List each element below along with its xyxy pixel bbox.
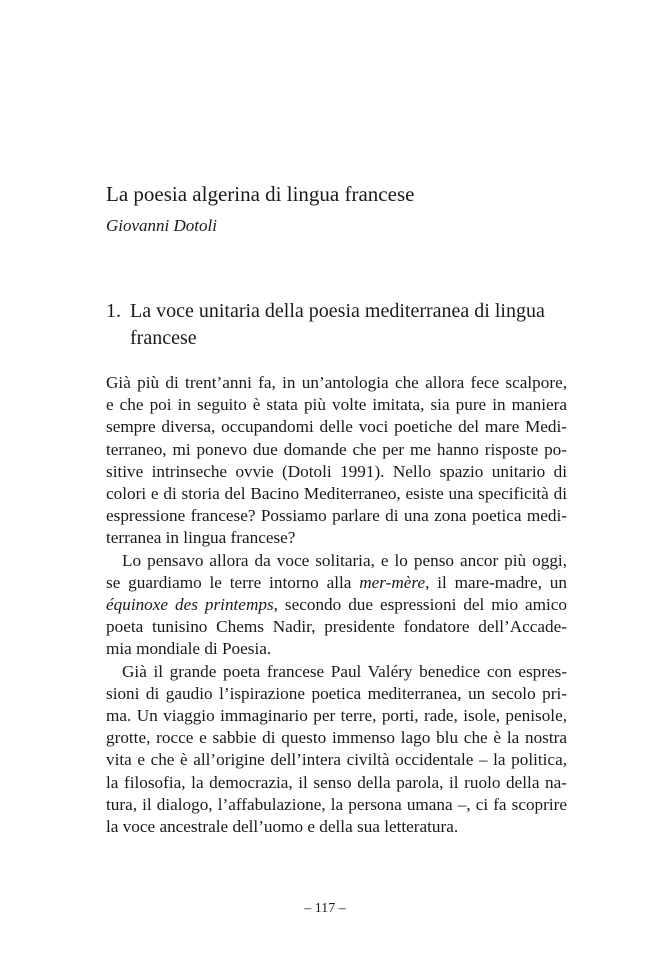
text-line: sitive intrinseche ovvie (Dotoli 1991). Nello spazio unitario di <box>106 461 567 481</box>
paragraph-3 <box>106 661 567 839</box>
paragraph-1 <box>106 372 567 550</box>
text-line: terranea in lingua francese? <box>106 528 296 548</box>
page-number: – 117 – <box>304 901 346 916</box>
text-line: la voce ancestrale dell’uomo e della sua letteratura. <box>106 817 459 837</box>
section-heading <box>106 298 576 352</box>
text-line: grotte, rocce e sabbie di questo immenso lago blu che è la nostra <box>106 728 567 748</box>
text-line: ma. Un viaggio immaginario per terre, porti, rade, isole, penisole, <box>106 706 567 726</box>
section-number: 1. <box>106 300 121 322</box>
text-line: Già il grande poeta francese Paul Valéry benedice con espres- <box>122 661 567 681</box>
section-title: La voce unitaria della poesia mediterranea di lingua francese <box>130 300 545 349</box>
text-line: terraneo, mi ponevo due domande che per me hanno risposte po- <box>106 439 567 459</box>
body-text <box>106 372 567 838</box>
text-segment: , il mare-madre, un <box>425 572 567 592</box>
text-line: sioni di gaudio l’ispirazione poetica mediterranea, un secolo pri- <box>106 683 567 703</box>
text-segment: , secondo due espressioni del mio amico <box>273 595 567 615</box>
italic-term-mer-mere: mer-mère <box>359 572 426 592</box>
text-line: espressione francese? Possiamo parlare di una zona poetica medi- <box>106 506 567 526</box>
text-line: tura, il dialogo, l’affabulazione, la persona umana –, ci fa scoprire <box>106 794 567 814</box>
text-line: la filosofia, la democrazia, il senso della parola, il ruolo della na- <box>106 772 567 792</box>
text-line <box>106 594 567 616</box>
text-line: e che poi in seguito è stata più volte imitata, sia pure in maniera <box>106 395 567 415</box>
chapter-title: La poesia algerina di lingua francese <box>106 182 415 206</box>
text-line <box>106 572 567 594</box>
text-line: poeta tunisino Chems Nadir, presidente fondatore dell’Accade- <box>106 617 567 637</box>
text-line: mia mondiale di Poesia. <box>106 639 272 659</box>
text-line: Già più di trent’anni fa, in un’antologia che allora fece scalpore, <box>106 373 567 392</box>
text-line: Lo pensavo allora da voce solitaria, e lo penso ancor più oggi, <box>122 550 567 570</box>
paragraph-2 <box>106 550 567 661</box>
text-line: vita e che è all’origine dell’intera civiltà occidentale – la politica, <box>106 750 567 770</box>
text-line: colori e di storia del Bacino Mediterraneo, esiste una specificità di <box>106 484 567 504</box>
chapter-author: Giovanni Dotoli <box>106 216 217 235</box>
text-line: sempre diversa, occupandomi delle voci poetiche del mare Medi- <box>106 417 567 437</box>
text-segment: se guardiamo le terre intorno alla <box>106 572 360 592</box>
italic-term-equinoxe: équinoxe des printemps <box>106 595 274 615</box>
